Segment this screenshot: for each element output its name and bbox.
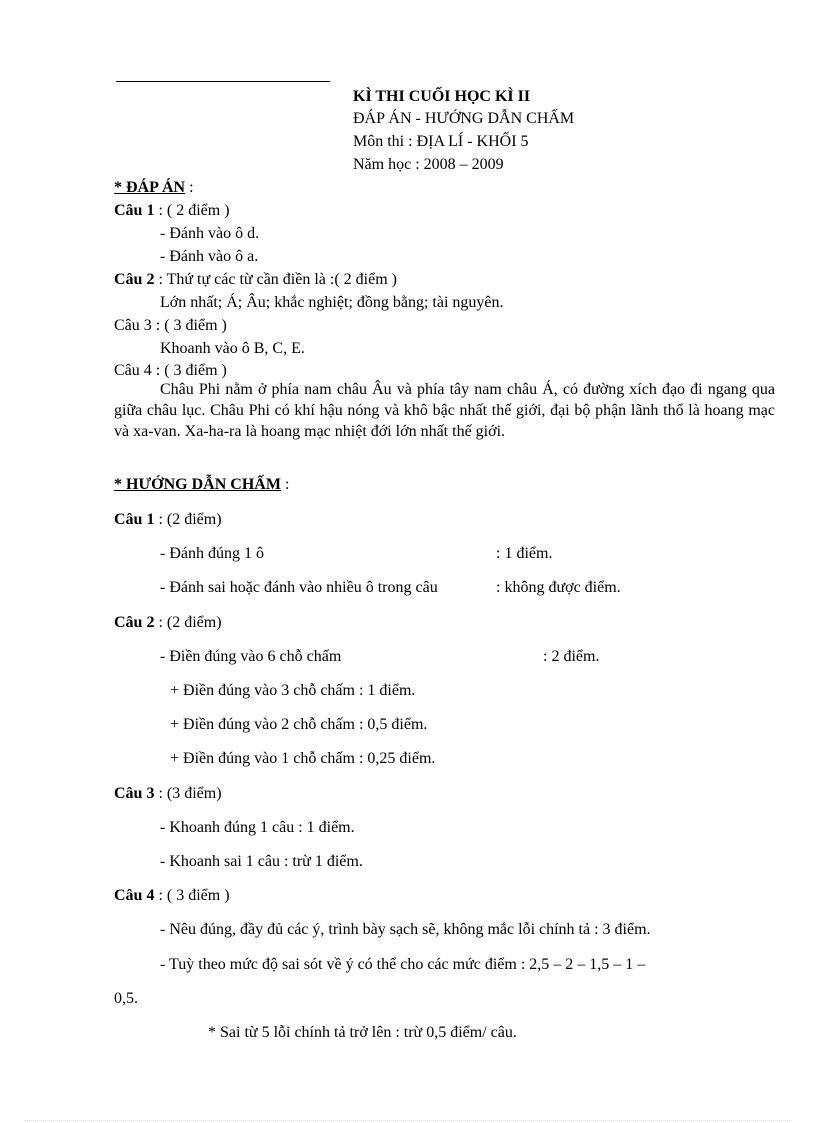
guide-q1-item: - Đánh đúng 1 ô	[160, 545, 264, 562]
guide-q3-item: - Khoanh sai 1 câu : trừ 1 điểm.	[160, 853, 363, 870]
guide-q2-subitem: + Điền đúng vào 2 chỗ chấm : 0,5 điểm.	[170, 716, 428, 733]
answers-title: * ĐÁP ÁN	[114, 179, 186, 196]
answer-q2-text: Lớn nhất; Á; Âu; khắc nghiệt; đồng bằng; tài nguyên.	[160, 294, 504, 311]
guide-q3-item: - Khoanh đúng 1 câu : 1 điểm.	[160, 819, 355, 836]
guide-q1-score: : 1 điểm.	[496, 545, 553, 562]
subject-line: Môn thi : ĐỊA LÍ - KHỐI 5	[353, 133, 529, 150]
page-bottom-border	[24, 1120, 792, 1121]
guide-heading: * HƯỚNG DẪN CHẤM :	[114, 476, 290, 493]
answer-q4-heading: Câu 4 : ( 3 điểm )	[114, 362, 227, 379]
answer-q1-heading: Câu 1 : ( 2 điểm )	[114, 202, 230, 219]
guide-q2-subitem: + Điền đúng vào 1 chỗ chấm : 0,25 điểm.	[170, 750, 436, 767]
exam-title: KÌ THI CUỐI HỌC KÌ II	[353, 88, 531, 105]
answer-q2-heading: Câu 2 : Thứ tự các từ cần điền là :( 2 điểm )	[114, 271, 397, 288]
answer-q4-paragraph: Châu Phi nằm ở phía nam châu Âu và phía tây nam châu Á, có đường xích đạo đi ngang qua giữa châu lục. Châu Phi có khí hậu nóng và khô bậc nhất thế giới, đại bộ phận lãnh thổ là hoang mạc và xa-van. Xa-ha-ra là hoang mạc nhiệt đới lớn nhất thế giới.	[114, 381, 775, 440]
guide-q4-item-continued: 0,5.	[114, 990, 138, 1007]
answers-heading: * ĐÁP ÁN :	[114, 179, 194, 196]
answer-q3-text: Khoanh vào ô B, C, E.	[160, 340, 305, 357]
guide-q2-score: : 2 điểm.	[543, 648, 600, 665]
guide-q1-score: : không được điểm.	[496, 579, 621, 596]
answer-q1-line: - Đánh vào ô d.	[160, 225, 260, 242]
guide-q2-subitem: + Điền đúng vào 3 chỗ chấm : 1 điểm.	[170, 682, 416, 699]
guide-q1-heading: Câu 1 : (2 điểm)	[114, 511, 222, 528]
guide-q3-heading: Câu 3 : (3 điểm)	[114, 785, 222, 802]
guide-q4-heading: Câu 4 : ( 3 điểm )	[114, 887, 230, 904]
guide-q1-item: - Đánh sai hoặc đánh vào nhiều ô trong câu	[160, 579, 438, 596]
guide-q4-item: - Nêu đúng, đầy đủ các ý, trình bày sạch sẽ, không mắc lỗi chính tả : 3 điểm.	[160, 921, 651, 938]
guide-q4-note: * Sai từ 5 lỗi chính tả trở lên : trừ 0,5 điểm/ câu.	[208, 1024, 517, 1041]
answer-q3-heading: Câu 3 : ( 3 điểm )	[114, 317, 227, 334]
guide-q4-item: - Tuỳ theo mức độ sai sót về ý có thể cho các mức điểm : 2,5 – 2 – 1,5 – 1 –	[160, 956, 646, 973]
guide-q2-heading: Câu 2 : (2 điểm)	[114, 614, 222, 631]
guide-q2-item: - Điền đúng vào 6 chỗ chấm	[160, 648, 342, 665]
header-rule	[116, 81, 330, 82]
answer-q1-line: - Đánh vào ô a.	[160, 248, 259, 265]
school-year-line: Năm học : 2008 – 2009	[353, 156, 504, 173]
guide-title: * HƯỚNG DẪN CHẤM	[114, 476, 281, 493]
doc-subtitle: ĐÁP ÁN - HƯỚNG DẪN CHẤM	[353, 110, 575, 127]
